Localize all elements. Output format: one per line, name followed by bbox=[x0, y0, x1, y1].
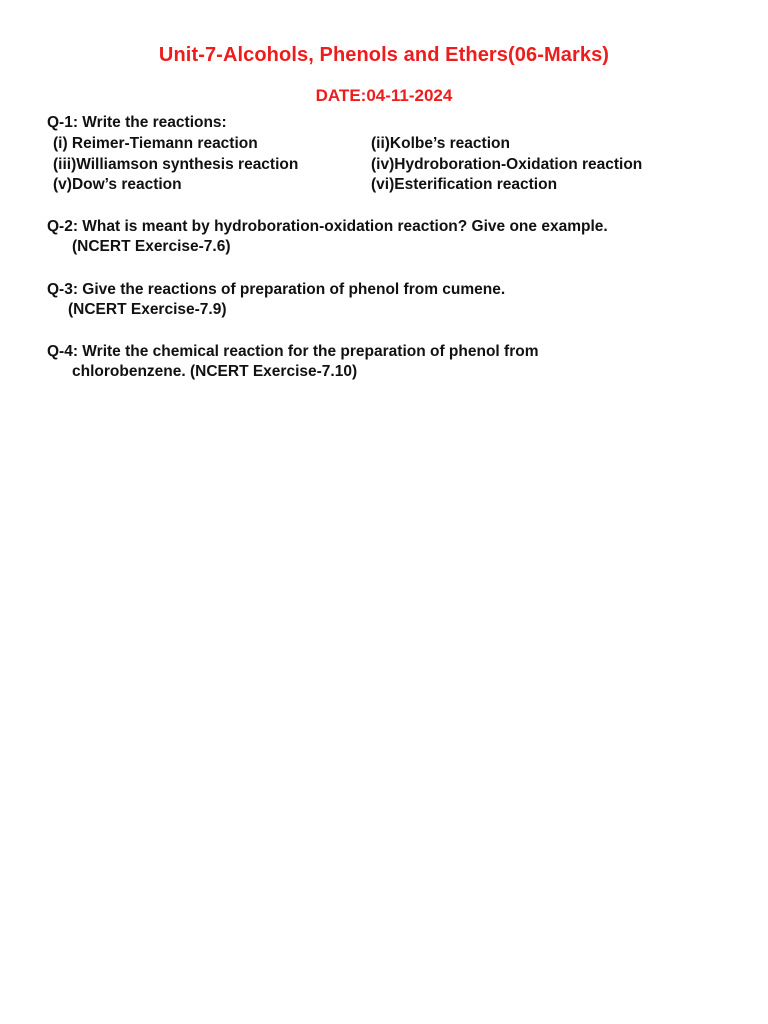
question-1-item-6: (vi)Esterification reaction bbox=[371, 176, 558, 193]
question-4-text: Q-4: Write the chemical reaction for the preparation of phenol from bbox=[47, 343, 539, 360]
question-1-item-2: (ii)Kolbe’s reaction bbox=[371, 135, 510, 152]
question-2-text: Q-2: What is meant by hydroboration-oxidation reaction? Give one example. bbox=[47, 218, 608, 235]
page-date: DATE:04-11-2024 bbox=[315, 86, 453, 105]
question-1-heading: Q-1: Write the reactions: bbox=[47, 114, 227, 131]
page-title: Unit-7-Alcohols, Phenols and Ethers(06-Marks) bbox=[158, 44, 610, 66]
question-3-reference: (NCERT Exercise-7.9) bbox=[68, 301, 227, 318]
question-2-reference: (NCERT Exercise-7.6) bbox=[72, 238, 231, 255]
question-1-item-4: (iv)Hydroboration-Oxidation reaction bbox=[371, 156, 643, 173]
question-1-item-1: (i) Reimer-Tiemann reaction bbox=[53, 135, 258, 152]
question-4-continuation: chlorobenzene. (NCERT Exercise-7.10) bbox=[72, 363, 358, 380]
question-1-item-3: (iii)Williamson synthesis reaction bbox=[53, 156, 299, 173]
question-3-text: Q-3: Give the reactions of preparation of phenol from cumene. bbox=[47, 281, 506, 298]
question-1-item-5: (v)Dow’s reaction bbox=[53, 176, 182, 193]
